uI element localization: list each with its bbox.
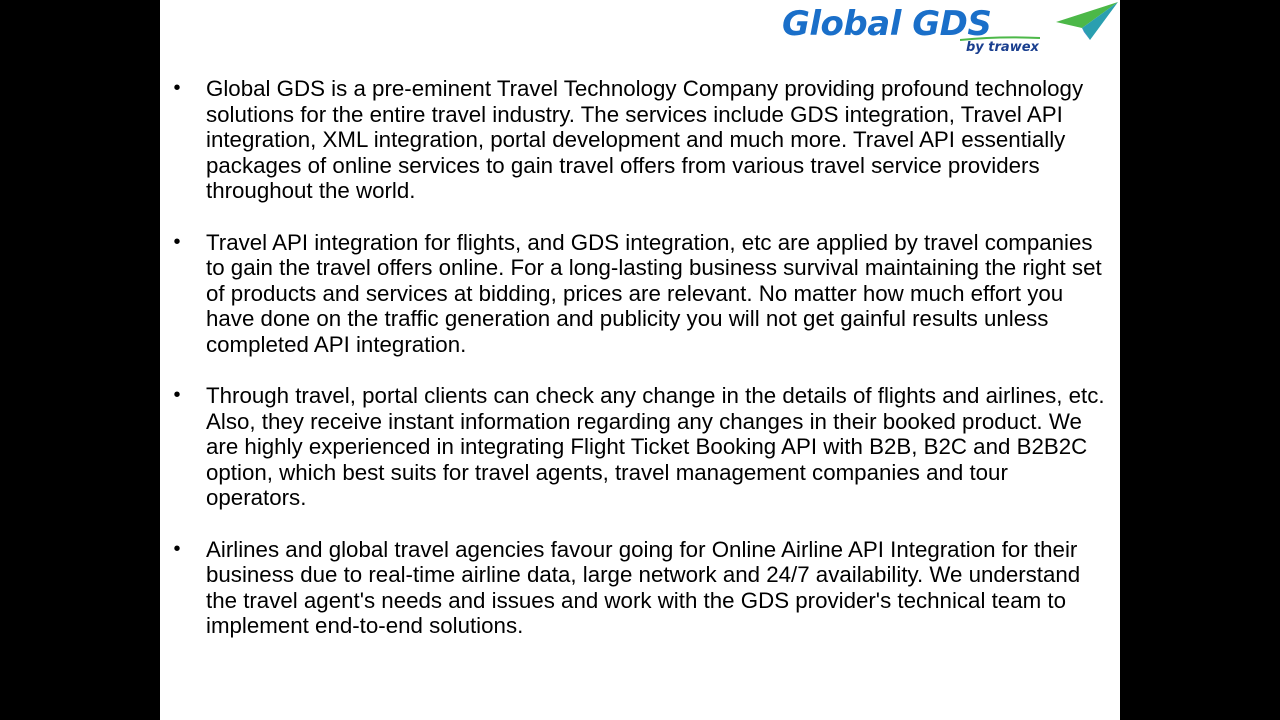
bullet-dot: •	[173, 77, 181, 99]
logo-tagline: by trawex	[966, 40, 1039, 55]
bullet-item	[160, 230, 1120, 358]
logo-brand-primary: Global	[782, 4, 901, 44]
bullet-dot: •	[173, 384, 181, 406]
bullet-text: Global GDS is a pre-eminent Travel Technology Company providing profound technology solutions for the entire travel industry. The services include GDS integration, Travel API integration, XML integration, portal development and much more. Travel API essentially packages of online services to gain travel offers from various travel service providers throughout the world.	[206, 76, 1084, 203]
bullet-dot: •	[173, 230, 181, 253]
bullet-item	[160, 383, 1120, 511]
bullet-text: Airlines and global travel agencies favour going for Online Airline API Integration for their business due to real-time airline data, large network and 24/7 availability. We understand the travel agent's needs and issues and work with the GDS provider's technical team to implement end-to-end solutions.	[206, 536, 1081, 638]
bullet-list	[160, 76, 1120, 665]
paper-plane-icon	[1056, 2, 1118, 42]
bullet-dot: •	[173, 537, 181, 560]
bullet-item	[160, 537, 1120, 639]
global-gds-logo	[780, 2, 1120, 58]
bullet-text: Through travel, portal clients can check any change in the details of flights and airlines, etc. Also, they receive instant information regarding any changes in their booked product. We are highly experienced in integrating Flight Ticket Booking API with B2B, B2C and B2B2C option, which best suits for travel agents, travel management companies and tour operators.	[206, 383, 1105, 510]
bullet-text: Travel API integration for flights, and GDS integration, etc are applied by travel companies to gain the travel offers online. For a long-lasting business survival maintaining the right set of products and services at bidding, prices are relevant. No matter how much effort you have done on the traffic generation and publicity you will not get gainful results unless completed API integration.	[206, 229, 1102, 357]
slide	[160, 0, 1120, 720]
bullet-item	[160, 76, 1120, 204]
logo-brand-accent: GDS	[912, 4, 992, 44]
